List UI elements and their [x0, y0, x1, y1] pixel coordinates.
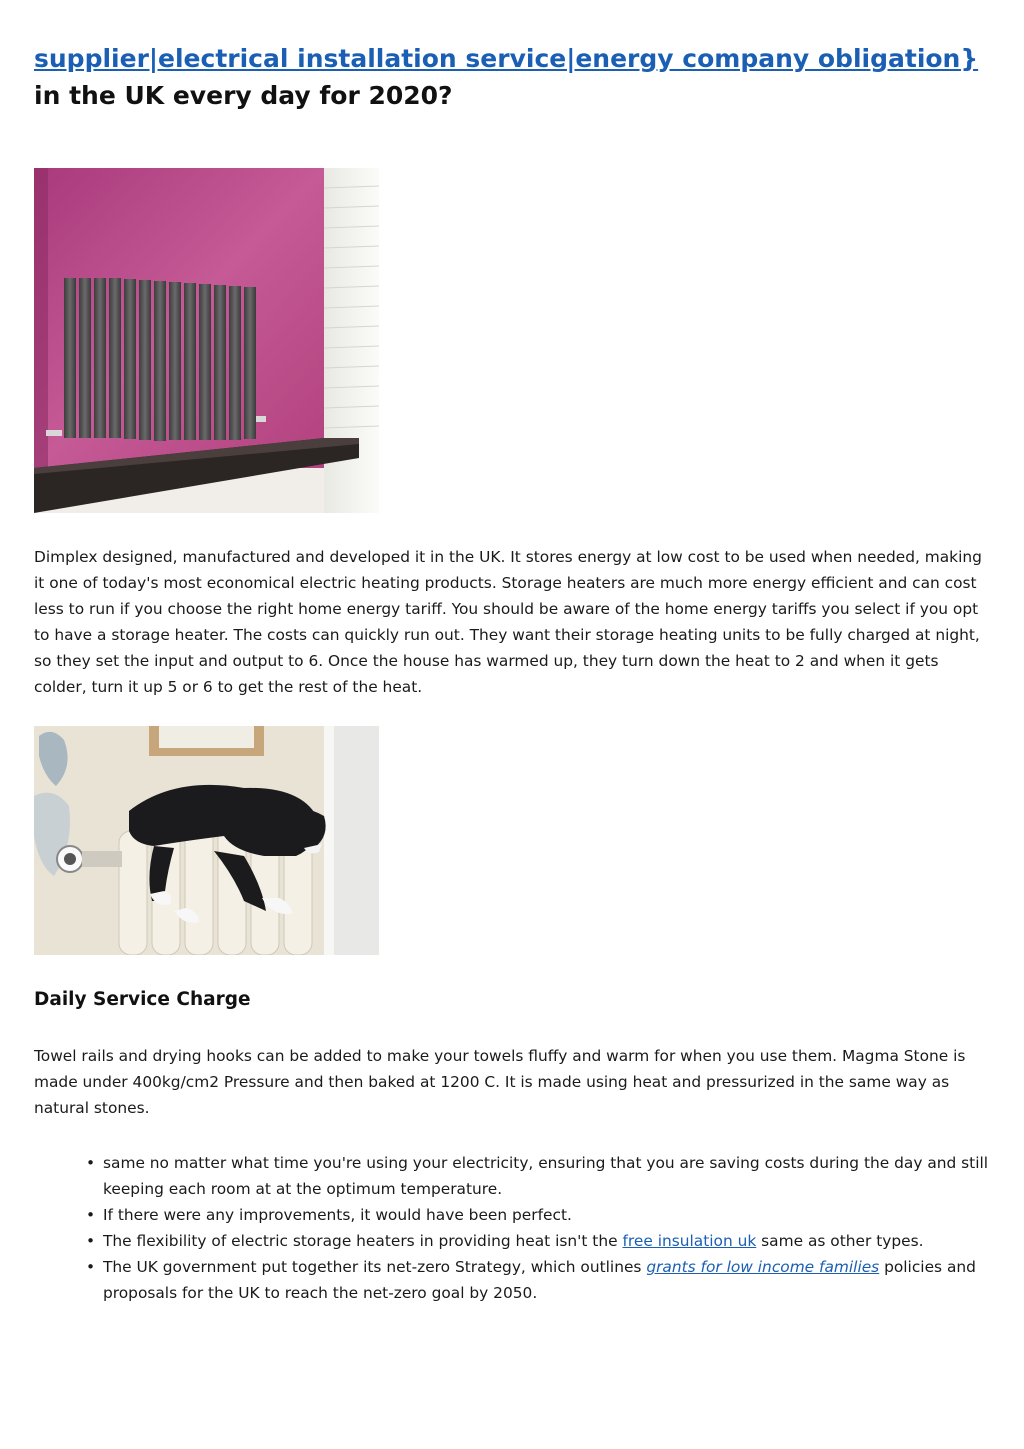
- title-rest: in the UK every day for 2020?: [34, 81, 453, 110]
- paragraph-intro: Dimplex designed, manufactured and developed it in the UK. It stores energy at low cost to be used when needed, making it one of today's most economical electric heating products. Storage heaters are much more energy efficient and can cost less to run if you choose the right home energy tariff. You should be aware of the home energy tariffs you select if you opt to have a storage heater. The costs can quickly run out. They want their storage heating units to be fully charged at night, so they set the input and output to 6. Once the house has warmed up, they turn down the heat to 2 and when it gets colder, turn it up 5 or 6 to get the rest of the heat.: [34, 548, 982, 696]
- radiator-illustration: [34, 168, 379, 513]
- list-item-text: The UK government put together its net-zero Strategy, which outlines: [103, 1258, 647, 1276]
- list-item-text: The flexibility of electric storage heaters in providing heat isn't the: [103, 1232, 623, 1250]
- list-item: [84, 1254, 989, 1306]
- cat-illustration: [34, 726, 379, 955]
- list-item-text: same as other types.: [756, 1232, 924, 1250]
- title-link[interactable]: supplier|electrical installation service|energy company obligation}: [34, 44, 979, 73]
- list-item-text: same no matter what time you're using your electricity, ensuring that you are saving costs during the day and still keeping each room at at the optimum temperature.: [103, 1154, 989, 1198]
- grants-link[interactable]: grants for low income families: [646, 1258, 880, 1276]
- list-item: [84, 1228, 989, 1254]
- paragraph-towel-rails: Towel rails and drying hooks can be added to make your towels fluffy and warm for when you use them. Magma Stone is made under 400kg/cm2 Pressure and then baked at 1200 C. It is made using heat and pressurized in the same way as natural stones.: [34, 1047, 966, 1117]
- section-heading: Daily Service Charge: [34, 989, 251, 1010]
- list-item: [84, 1202, 989, 1228]
- page-title: [34, 40, 994, 114]
- free-insulation-link[interactable]: free insulation uk: [622, 1232, 757, 1250]
- list-item-text: policies and proposals for the UK to reach the net-zero goal by 2050.: [103, 1258, 976, 1302]
- cat-image: [34, 726, 379, 955]
- list-item: [84, 1150, 989, 1202]
- bullet-list: [84, 1150, 989, 1306]
- list-item-text: If there were any improvements, it would have been perfect.: [103, 1206, 572, 1224]
- radiator-image: [34, 168, 379, 513]
